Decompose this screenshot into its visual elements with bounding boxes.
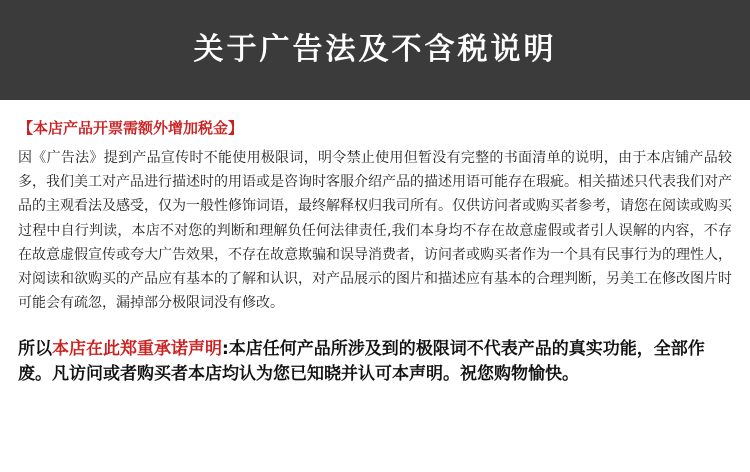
page-title: 关于广告法及不含税说明 bbox=[193, 32, 557, 67]
page-header bbox=[0, 0, 750, 100]
declaration-highlight: 本店在此郑重承诺声明 bbox=[52, 339, 222, 360]
advertising-law-disclaimer: 因《广告法》提到产品宣传时不能使用极限词，明令禁止使用但暂没有完整的书面清单的说明，由于本店铺产品较多，我们美工对产品进行描述时的用语或是咨询时客服介绍产品的描述用语可能存在瑕疵。相关描述只代表我们对产品的主观看法及感受，仅为一般性修饰词语，最终解释权归我司所有。仅供访问者或购买者参考，请您在阅读或购买过程中自行判读，本店不对您的判断和理解负任何法律责任,我们本身均不存在故意虚假或者引人误解的内容，不存在故意虚假宣传或夸大广告效果，不存在故意欺骗和误导消费者，访问者或购买者作为一个具有民事行为的理性人，对阅读和欲购买的产品应有基本的了解和认识，对产品展示的图片和描述应有基本的合理判断，另美工在修改图片时可能会有疏忽，漏掉部分极限词没有修改。 bbox=[18, 150, 732, 312]
notice-content bbox=[18, 118, 732, 387]
declaration-prefix: 所以 bbox=[18, 339, 52, 360]
store-declaration bbox=[18, 337, 732, 387]
declaration-body: :本店任何产品所涉及到的极限词不代表产品的真实功能，全部作废。凡访问或者购买者本店均认为您已知晓并认可本声明。祝您购物愉快。 bbox=[18, 339, 705, 385]
tax-notice-heading: 【本店产品开票需额外增加税金】 bbox=[18, 119, 244, 137]
